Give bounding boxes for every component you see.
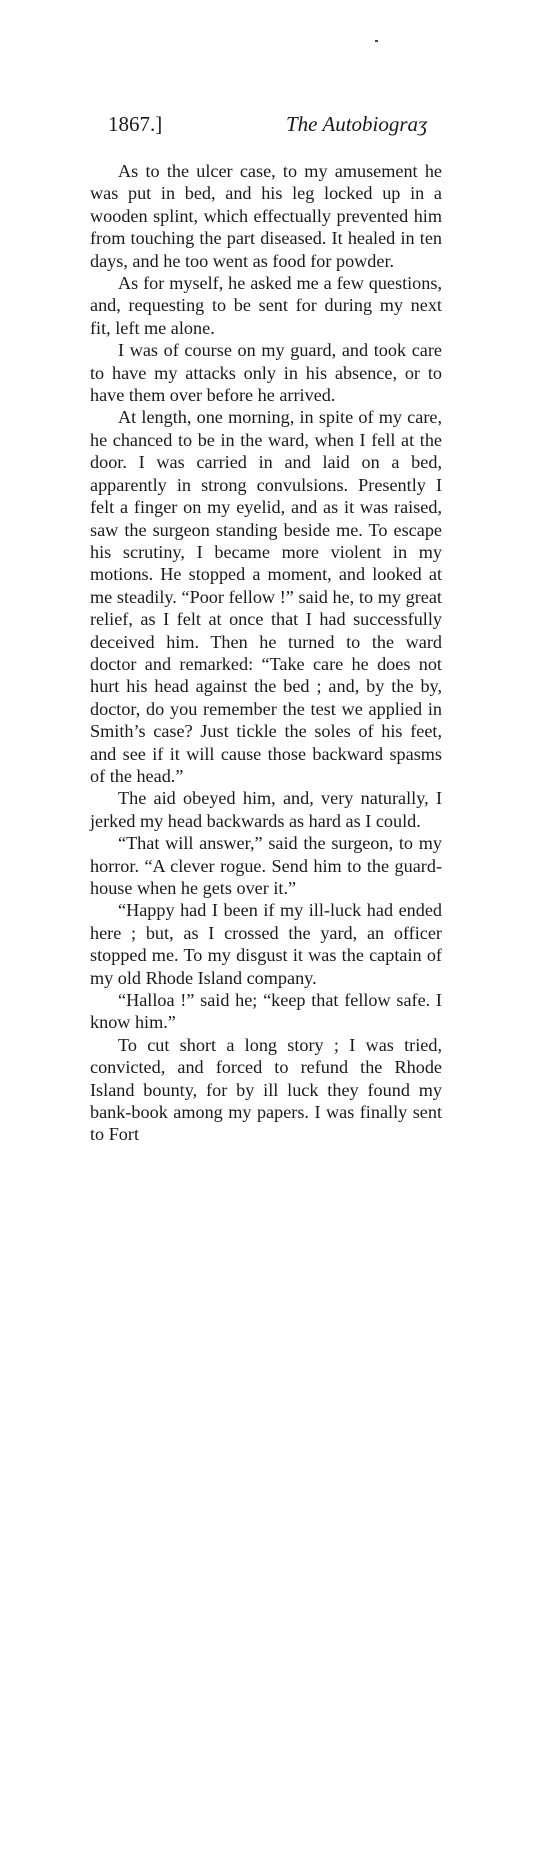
paragraph: At length, one morning, in spite of my care, he chanced to be in the ward, when I fell at the door. I was carried in and laid on a bed, apparently in strong convulsions. Presently I felt a finger on my eyelid, and as it was raised, saw the surgeon standing beside me. To escape his scrutiny, I became more violent in my motions. He stopped a moment, and looked at me steadily. “Poor fellow !” said he, to my great relief, as I felt at once that I had successfully deceived him. Then he turned to the ward doctor and remarked: “Take care he does not hurt his head against the bed ; and, by the by, doctor, do you remember the test we applied in Smith’s case? Just tickle the soles of his feet, and see if it will cause those backward spasms of the head.” xyxy=(90,407,442,786)
paragraph: “That will answer,” said the surgeon, to my horror. “A clever rogue. Send him to the guard-house when he gets over it.” xyxy=(90,833,442,898)
header-running-title: The Autobiograʒ xyxy=(286,112,428,136)
paragraph: As to the ulcer case, to my amusement he was put in bed, and his leg locked up in a wooden splint, which effectually prevented him from touching the part diseased. It healed in ten days, and he too went as food for powder. xyxy=(90,161,442,271)
body-text xyxy=(90,160,442,1146)
ink-speck xyxy=(375,40,378,42)
paragraph: As for myself, he asked me a few questions, and, requesting to be sent for during my next fit, left me alone. xyxy=(90,273,442,338)
paragraph: The aid obeyed him, and, very naturally, I jerked my head backwards as hard as I could. xyxy=(90,788,442,831)
paragraph: “Happy had I been if my ill-luck had ended here ; but, as I crossed the yard, an officer stopped me. To my disgust it was the captain of my old Rhode Island company. xyxy=(90,900,442,988)
paragraph: To cut short a long story ; I was tried, convicted, and forced to refund the Rhode Island bounty, for by ill luck they found my bank-book among my papers. I was finally sent to Fort xyxy=(90,1034,442,1145)
header-year: 1867.] xyxy=(108,112,163,136)
paragraph: “Halloa !” said he; “keep that fellow safe. I know him.” xyxy=(90,990,442,1033)
paragraph: I was of course on my guard, and took care to have my attacks only in his absence, or to have them over before he arrived. xyxy=(90,340,442,406)
running-header xyxy=(108,112,540,142)
